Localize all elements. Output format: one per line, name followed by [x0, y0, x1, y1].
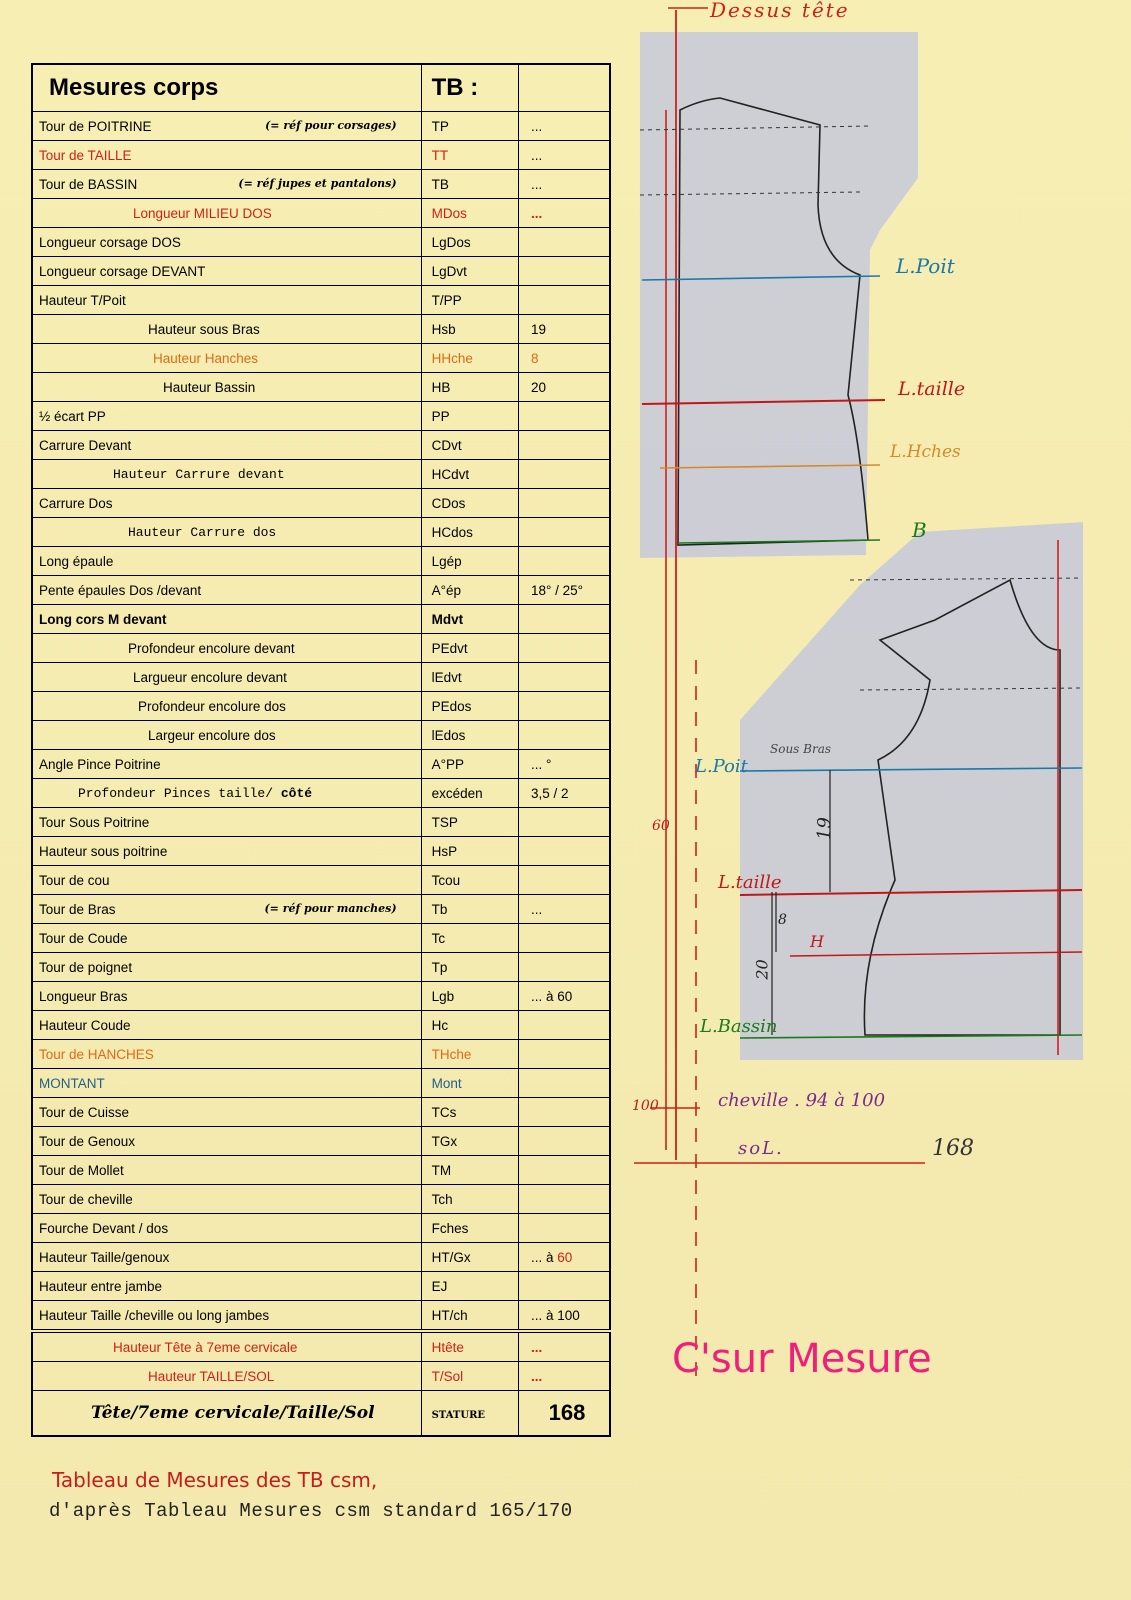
- front-sous-bras-label: Sous Bras: [770, 742, 832, 756]
- front-poit-label: L.Poit: [695, 756, 748, 777]
- footer-title: Tableau de Mesures des TB csm,: [52, 1468, 378, 1492]
- row-code: HCdos: [421, 518, 518, 547]
- cheville-label: cheville . 94 à 100: [718, 1090, 886, 1111]
- row-label-text: Tour de TAILLE: [39, 147, 132, 163]
- row-code: PEdvt: [421, 634, 518, 663]
- row-code: HB: [421, 373, 518, 402]
- row-value-text: ...: [530, 901, 543, 917]
- row-label-text: Hauteur Bassin: [163, 379, 256, 395]
- row-code: Tch: [421, 1185, 518, 1214]
- row-value-text: ... à: [530, 1249, 554, 1265]
- back-poit-label: L.Poit: [896, 254, 955, 278]
- row-label-text: Tour de POITRINE: [39, 118, 152, 134]
- row-label-text: Longueur MILIEU DOS: [133, 205, 272, 221]
- row-label-text: Profondeur encolure dos: [138, 698, 286, 714]
- row-label-text: Tour de BASSIN: [39, 176, 138, 192]
- row-label-text: Longueur corsage DEVANT: [39, 263, 206, 279]
- row-code: LgDos: [421, 228, 518, 257]
- total-168-label: 168: [932, 1136, 974, 1161]
- row-code: lEdos: [421, 721, 518, 750]
- row-label-text: Hauteur sous poitrine: [39, 843, 168, 859]
- row-code: A°ép: [421, 576, 518, 605]
- back-b-label: B: [912, 518, 927, 542]
- row-label-text: Hauteur Tête à 7eme cervicale: [113, 1339, 298, 1355]
- row-code: TB: [421, 170, 518, 199]
- stature-label: Tête/7eme cervicale/Taille/Sol: [32, 1391, 421, 1437]
- row-note: (= réf pour manches): [264, 901, 397, 915]
- row-value-text: ... à 60: [530, 988, 573, 1004]
- row-code: TSP: [421, 808, 518, 837]
- row-label-text: Hauteur entre jambe: [39, 1278, 163, 1294]
- row-label-text: Hauteur Carrure devant: [113, 466, 285, 482]
- row-label-text: MONTANT: [39, 1075, 105, 1091]
- row-label-text: Fourche Devant / dos: [39, 1220, 169, 1236]
- row-value-red: 60: [557, 1249, 573, 1265]
- row-label-text: Longueur Bras: [39, 988, 128, 1004]
- row-value-text: ...: [530, 147, 543, 163]
- front-h-label: H: [810, 932, 824, 951]
- row-code: HT/Gx: [421, 1243, 518, 1272]
- footer-subtitle: d'après Tableau Mesures csm standard 165/170: [49, 1500, 573, 1522]
- row-value-text: 18° / 25°: [530, 582, 584, 598]
- row-label-text: Tour de poignet: [39, 959, 133, 975]
- row-label-text: Largueur encolure devant: [133, 669, 287, 685]
- row-code: Mont: [421, 1069, 518, 1098]
- row-label-text: Longueur corsage DOS: [39, 234, 181, 250]
- row-code: TP: [421, 112, 518, 141]
- row-code: THche: [421, 1040, 518, 1069]
- scale-100-mark: 100: [632, 1098, 659, 1114]
- row-code: TM: [421, 1156, 518, 1185]
- brand-logo-text: C'sur Mesure: [672, 1336, 932, 1382]
- row-label-text: Hauteur Carrure dos: [128, 524, 277, 540]
- row-label-text: Tour Sous Poitrine: [39, 814, 150, 830]
- row-value-text: 19: [530, 321, 546, 337]
- stature-code: STATURE: [421, 1391, 518, 1437]
- row-value-text: ...: [530, 176, 543, 192]
- row-code: Tp: [421, 953, 518, 982]
- row-code: TT: [421, 141, 518, 170]
- row-code: MDos: [421, 199, 518, 228]
- row-code: T/Sol: [421, 1362, 518, 1391]
- row-label-text: Angle Pince Poitrine: [39, 756, 161, 772]
- row-value-text: ...: [530, 1339, 543, 1355]
- row-code: T/PP: [421, 286, 518, 315]
- row-value-text: ...: [530, 1368, 543, 1384]
- row-label-text: Tour de Coude: [39, 930, 128, 946]
- front-bassin-label: L.Bassin: [700, 1016, 778, 1037]
- row-code: HsP: [421, 837, 518, 866]
- back-taille-label: L.taille: [898, 378, 966, 400]
- top-label: Dessus tête: [710, 0, 850, 22]
- row-label-text: Hauteur T/Poit: [39, 292, 126, 308]
- sol-label: soL.: [738, 1138, 784, 1159]
- row-code: Lgép: [421, 547, 518, 576]
- back-hches-label: L.Hches: [890, 442, 961, 462]
- row-label-text: Profondeur Pinces taille/: [78, 785, 274, 801]
- row-label-text: Hauteur Taille/genoux: [39, 1249, 170, 1265]
- row-label-text: Tour de cheville: [39, 1191, 133, 1207]
- header-code: TB :: [421, 64, 518, 112]
- row-code: Hsb: [421, 315, 518, 344]
- row-code: HCdvt: [421, 460, 518, 489]
- row-code: Fches: [421, 1214, 518, 1243]
- row-value-text: 8: [530, 350, 539, 366]
- row-code: TGx: [421, 1127, 518, 1156]
- row-code: Htête: [421, 1331, 518, 1362]
- row-code: Tc: [421, 924, 518, 953]
- row-code: Tcou: [421, 866, 518, 895]
- row-note: (= réf jupes et pantalons): [238, 176, 397, 190]
- row-label-text: Hauteur sous Bras: [148, 321, 260, 337]
- row-code: Mdvt: [421, 605, 518, 634]
- row-label-text: Profondeur encolure devant: [128, 640, 295, 656]
- row-label-text: Tour de HANCHES: [39, 1046, 154, 1062]
- row-code: Lgb: [421, 982, 518, 1011]
- row-code: CDos: [421, 489, 518, 518]
- front-19-mark: 19: [813, 817, 835, 840]
- row-value-text: 3,5 / 2: [530, 785, 569, 801]
- row-label-bold: côté: [280, 785, 313, 801]
- row-note: (= réf pour corsages): [265, 118, 397, 132]
- row-code: LgDvt: [421, 257, 518, 286]
- row-code: Hc: [421, 1011, 518, 1040]
- row-label-text: Hauteur Coude: [39, 1017, 131, 1033]
- row-code: TCs: [421, 1098, 518, 1127]
- row-value-text: 20: [530, 379, 546, 395]
- row-label-text: Hauteur Hanches: [153, 350, 259, 366]
- row-value-text: ...: [530, 205, 543, 221]
- header-title: Mesures corps: [32, 64, 421, 112]
- row-label-text: Tour de Mollet: [39, 1162, 124, 1178]
- row-label-text: Tour de Genoux: [39, 1133, 136, 1149]
- front-20-mark: 20: [752, 959, 772, 980]
- row-label-text: Hauteur Taille /cheville ou long jambes: [39, 1307, 270, 1323]
- stature-value: 168: [518, 1391, 610, 1437]
- row-value-text: ... °: [530, 756, 552, 772]
- back-pattern-piece: [640, 32, 918, 558]
- row-label-text: Tour de cou: [39, 872, 110, 888]
- row-value-text: ... à 100: [530, 1307, 580, 1323]
- row-label-text: Largeur encolure dos: [148, 727, 276, 743]
- row-label-text: ½ écart PP: [39, 408, 106, 424]
- row-code: excéden: [421, 779, 518, 808]
- row-label-text: Carrure Dos: [39, 495, 113, 511]
- front-taille-label: L.taille: [718, 872, 782, 893]
- row-label-text: Tour de Cuisse: [39, 1104, 130, 1120]
- front-pattern-piece: [740, 522, 1083, 1060]
- row-code: CDvt: [421, 431, 518, 460]
- row-code: Tb: [421, 895, 518, 924]
- row-label-text: Tour de Bras: [39, 901, 116, 917]
- row-value-text: ...: [530, 118, 543, 134]
- row-label-text: Long épaule: [39, 553, 114, 569]
- row-code: PEdos: [421, 692, 518, 721]
- row-label-text: Carrure Devant: [39, 437, 132, 453]
- row-code: HHche: [421, 344, 518, 373]
- row-label-text: Pente épaules Dos /devant: [39, 582, 202, 598]
- row-label-text: Hauteur TAILLE/SOL: [148, 1368, 275, 1384]
- row-label-text: Long cors M devant: [39, 611, 167, 627]
- row-code: lEdvt: [421, 663, 518, 692]
- front-8-mark: 8: [778, 912, 787, 928]
- row-code: HT/ch: [421, 1301, 518, 1332]
- row-code: PP: [421, 402, 518, 431]
- scale-60-mark: 60: [652, 818, 670, 834]
- row-code: A°PP: [421, 750, 518, 779]
- row-code: EJ: [421, 1272, 518, 1301]
